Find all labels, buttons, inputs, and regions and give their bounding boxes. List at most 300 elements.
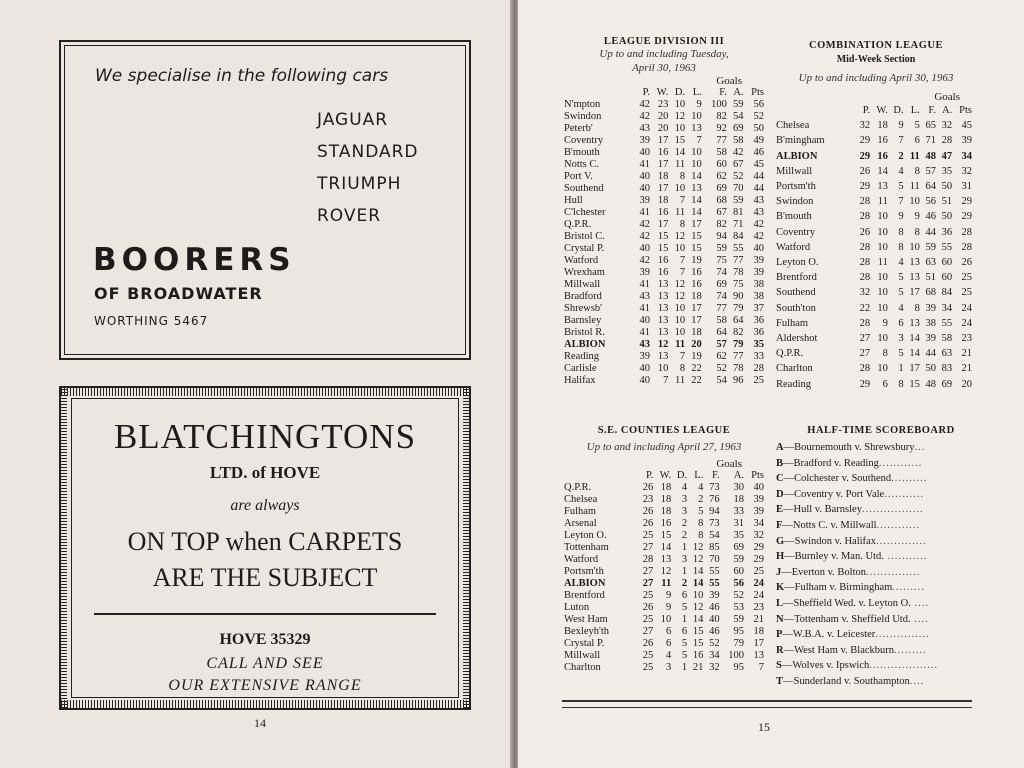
table-title: LEAGUE DIVISION III <box>603 36 725 47</box>
stat-cell: 82 <box>716 111 727 122</box>
stat-cell: 59 <box>733 99 744 110</box>
stat-cell: 77 <box>716 135 727 146</box>
stat-cell: 7 <box>898 135 904 147</box>
stat-cell: 43 <box>639 123 650 134</box>
stat-cell: 5 <box>698 506 704 517</box>
car-make: TRIUMPH <box>317 174 402 194</box>
stat-cell: 6 <box>882 378 888 390</box>
stat-cell: 25 <box>753 566 764 577</box>
stat-cell: 24 <box>961 302 972 314</box>
stat-cell: 6 <box>681 590 688 601</box>
stat-cell: 13 <box>660 554 672 565</box>
scoreboard-item <box>776 534 986 550</box>
stat-cell: 58 <box>733 135 744 146</box>
stat-cell: 26 <box>642 518 654 529</box>
team-name: Watford <box>776 241 811 253</box>
team-name: Wrexham <box>564 267 605 278</box>
stat-cell: 25 <box>961 272 972 284</box>
table-row <box>776 361 972 376</box>
stat-cell: 18 <box>660 494 672 505</box>
stat-cell: 34 <box>709 650 720 661</box>
column-header: P. <box>862 105 871 116</box>
stat-cell: 33 <box>733 506 745 517</box>
team-name: Q.P.R. <box>776 348 804 360</box>
stat-cell: 27 <box>642 578 654 589</box>
table-row <box>564 375 764 387</box>
column-header: L. <box>692 87 702 98</box>
stat-cell: 1 <box>681 542 688 553</box>
stat-cell: 40 <box>639 363 650 374</box>
stat-cell: 55 <box>709 578 720 589</box>
stat-cell: 42 <box>639 255 650 266</box>
team-name: Reading <box>564 351 599 362</box>
stat-cell: 36 <box>753 327 764 338</box>
stat-cell: 73 <box>709 482 720 493</box>
stat-cell: 12 <box>657 339 669 350</box>
stat-cell: 17 <box>657 183 669 194</box>
stat-cell: 18 <box>660 506 672 517</box>
stat-cell: 59 <box>733 195 744 206</box>
stat-cell: 11 <box>674 159 686 170</box>
table-row <box>564 602 764 614</box>
stat-cell: 6 <box>898 317 904 329</box>
stat-cell: 8 <box>914 226 920 238</box>
stat-cell: 17 <box>657 219 669 230</box>
scoreboard-match: W.B.A. v. Leicester <box>792 629 876 641</box>
stat-cell: 15 <box>660 530 672 541</box>
table-title: S.E. COUNTIES LEAGUE <box>597 425 731 436</box>
boorers-advert <box>59 40 471 360</box>
team-name: Chelsea <box>776 120 810 132</box>
stat-cell: 4 <box>898 257 904 269</box>
scoreboard-match: Sunderland v. Southampton <box>793 675 910 687</box>
stat-cell: 46 <box>709 602 720 613</box>
stat-cell: 8 <box>898 241 904 253</box>
table-row <box>776 301 972 316</box>
stat-cell: 17 <box>691 315 702 326</box>
team-name: B'mingham <box>776 135 825 147</box>
stat-cell: 11 <box>877 257 888 269</box>
stat-cell: 56 <box>753 99 764 110</box>
stat-cell: 15 <box>674 135 686 146</box>
stat-cell: 69 <box>733 542 745 553</box>
stat-cell: 4 <box>898 302 904 314</box>
table-subtitle: April 30, 1963 <box>632 62 696 74</box>
table-subtitle: Up to and including April 27, 1963 <box>586 441 742 453</box>
column-header: L. <box>910 105 920 116</box>
stat-cell: 90 <box>733 291 744 302</box>
scoreboard-letter: C <box>776 473 784 485</box>
stat-cell: 2 <box>681 578 688 589</box>
stat-cell: 14 <box>909 333 920 345</box>
stat-cell: 32 <box>941 120 953 132</box>
league-table <box>776 103 972 392</box>
goals-label: Goals <box>934 91 960 103</box>
stat-cell: 39 <box>639 267 650 278</box>
stat-cell: 46 <box>709 626 720 637</box>
stat-cell: 35 <box>753 339 764 350</box>
table-row <box>564 638 764 650</box>
dash: — <box>783 675 794 687</box>
stat-cell: 40 <box>639 243 650 254</box>
stat-cell: 5 <box>681 638 688 649</box>
column-header-team <box>564 470 637 482</box>
stat-cell: 71 <box>733 219 744 230</box>
stat-cell: 60 <box>941 272 953 284</box>
stat-cell: 39 <box>753 255 764 266</box>
stat-cell: 94 <box>709 506 720 517</box>
stat-cell: 3 <box>898 333 904 345</box>
stat-cell: 13 <box>691 123 702 134</box>
stat-cell: 34 <box>941 302 953 314</box>
table-row <box>564 590 764 602</box>
stat-cell: 10 <box>877 241 888 253</box>
table-row <box>564 195 764 207</box>
stat-cell: 13 <box>657 351 669 362</box>
stat-cell: 65 <box>925 120 936 132</box>
leader-dots: ........... <box>883 551 928 563</box>
stat-cell: 13 <box>877 181 888 193</box>
leader-dots: ............ <box>876 519 921 531</box>
stat-cell: 7 <box>663 375 669 386</box>
stat-cell: 28 <box>859 257 871 269</box>
stat-cell: 51 <box>925 272 936 284</box>
table-row <box>776 316 972 331</box>
column-header: W. <box>659 470 672 481</box>
stat-cell: 60 <box>716 159 727 170</box>
stat-cell: 43 <box>753 207 764 218</box>
scoreboard-match: Hull v. Barnsley <box>793 504 862 516</box>
stat-cell: 60 <box>941 257 953 269</box>
column-header: L. <box>694 470 704 481</box>
team-name: ALBION <box>564 578 606 589</box>
scoreboard-item <box>776 643 986 659</box>
stat-cell: 10 <box>692 590 704 601</box>
scoreboard-letter: F <box>776 519 783 531</box>
league-division-3 <box>564 36 764 387</box>
stat-cell: 69 <box>716 279 727 290</box>
team-name: Bristol C. <box>564 231 605 242</box>
blatchingtons-inner <box>71 398 459 698</box>
stat-cell: 56 <box>925 196 936 208</box>
leader-dots: .... <box>910 597 929 609</box>
stat-cell: 8 <box>898 378 904 390</box>
stat-cell: 40 <box>639 147 650 158</box>
stat-cell: 50 <box>941 181 953 193</box>
boorers-telephone: WORTHING 5467 <box>94 314 209 328</box>
stat-cell: 7 <box>758 662 764 673</box>
stat-cell: 85 <box>709 542 720 553</box>
stat-cell: 11 <box>877 196 888 208</box>
column-header: Pts <box>751 470 764 481</box>
scoreboard-item <box>776 565 986 581</box>
team-name: Coventry <box>776 226 816 238</box>
dash: — <box>781 566 792 578</box>
stat-cell: 69 <box>716 183 727 194</box>
stat-cell: 15 <box>691 231 702 242</box>
team-name: Portsm'th <box>564 566 604 577</box>
stat-cell: 8 <box>679 171 686 182</box>
stat-cell: 39 <box>961 135 972 147</box>
team-name: Brentford <box>564 590 605 601</box>
stat-cell: 96 <box>733 375 744 386</box>
stat-cell: 52 <box>733 590 745 601</box>
stat-cell: 25 <box>642 590 654 601</box>
stat-cell: 71 <box>925 135 936 147</box>
column-header-team <box>776 103 854 118</box>
scoreboard-item <box>776 658 986 674</box>
dash: — <box>784 551 795 563</box>
stat-cell: 2 <box>898 150 904 162</box>
table-row <box>564 363 764 375</box>
stat-cell: 16 <box>660 518 672 529</box>
team-name: Peterb' <box>564 123 593 134</box>
goals-label: Goals <box>716 75 742 87</box>
stat-cell: 8 <box>882 348 888 360</box>
stat-cell: 58 <box>941 333 953 345</box>
stat-cell: 16 <box>691 267 702 278</box>
stat-cell: 67 <box>716 207 727 218</box>
table-row <box>564 339 764 351</box>
stat-cell: 14 <box>691 207 702 218</box>
stat-cell: 33 <box>753 351 764 362</box>
dash: — <box>783 488 795 500</box>
stat-cell: 10 <box>691 147 702 158</box>
stat-cell: 7 <box>679 195 686 206</box>
scoreboard-match: Coventry v. Port Vale <box>794 488 885 500</box>
scoreboard-letter: D <box>776 488 784 500</box>
boorers-subname: OF BROADWATER <box>94 284 263 303</box>
stat-cell: 100 <box>728 650 745 661</box>
stat-cell: 36 <box>941 226 953 238</box>
stat-cell: 55 <box>941 317 953 329</box>
boorers-name: BOORERS <box>93 242 296 278</box>
leader-dots: ............ <box>878 457 923 469</box>
stat-cell: 21 <box>753 614 764 625</box>
stat-cell: 42 <box>639 219 650 230</box>
team-name: Leyton O. <box>564 530 607 541</box>
stat-cell: 10 <box>691 159 702 170</box>
stat-cell: 79 <box>733 303 744 314</box>
table-row <box>564 99 764 111</box>
stat-cell: 64 <box>925 181 936 193</box>
stat-cell: 13 <box>657 315 669 326</box>
stat-cell: 83 <box>941 363 953 375</box>
stat-cell: 52 <box>733 171 744 182</box>
stat-cell: 59 <box>716 243 727 254</box>
table-row <box>564 219 764 231</box>
blatchingtons-slogan-2: ARE THE SUBJECT <box>152 563 378 592</box>
stat-cell: 44 <box>753 171 764 182</box>
stat-cell: 54 <box>709 530 720 541</box>
dash: — <box>783 613 795 625</box>
stat-cell: 13 <box>909 257 920 269</box>
scoreboard-letter: A <box>776 442 784 453</box>
stat-cell: 41 <box>639 159 650 170</box>
scoreboard-letter: B <box>776 457 784 469</box>
stat-cell: 11 <box>909 181 920 193</box>
scoreboard-match: Sheffield Wed. v. Leyton O. <box>793 597 911 609</box>
stat-cell: 18 <box>660 482 672 493</box>
stat-cell: 12 <box>674 291 686 302</box>
team-name: Millwall <box>564 279 601 290</box>
stat-cell: 28 <box>859 241 871 253</box>
stat-cell: 40 <box>753 482 764 493</box>
stat-cell: 39 <box>925 333 936 345</box>
stat-cell: 74 <box>716 291 727 302</box>
team-name: ALBION <box>776 150 818 162</box>
leader-dots: ............... <box>866 566 921 578</box>
team-name: South'ton <box>776 302 816 314</box>
stat-cell: 82 <box>733 327 744 338</box>
scoreboard-letter: J <box>776 566 782 578</box>
stat-cell: 14 <box>660 542 672 553</box>
stat-cell: 29 <box>753 542 764 553</box>
half-time-scoreboard <box>776 425 986 690</box>
stat-cell: 5 <box>681 650 688 661</box>
stat-cell: 59 <box>733 614 745 625</box>
stat-cell: 41 <box>639 327 650 338</box>
team-name: Charlton <box>564 662 601 673</box>
stat-cell: 16 <box>657 147 669 158</box>
stat-cell: 14 <box>691 171 702 182</box>
stat-cell: 36 <box>753 315 764 326</box>
table-row <box>564 650 764 662</box>
stat-cell: 9 <box>898 211 904 223</box>
stat-cell: 95 <box>733 626 745 637</box>
table-row <box>776 240 972 255</box>
stat-cell: 32 <box>709 662 720 673</box>
team-name: West Ham <box>564 614 608 625</box>
stat-cell: 77 <box>733 351 744 362</box>
stat-cell: 42 <box>753 219 764 230</box>
stat-cell: 26 <box>642 602 654 613</box>
team-name: Coventry <box>564 135 604 146</box>
stat-cell: 8 <box>914 302 920 314</box>
scoreboard-match: Everton v. Bolton <box>791 566 867 578</box>
stat-cell: 37 <box>753 303 764 314</box>
stat-cell: 43 <box>639 291 650 302</box>
team-name: Crystal P. <box>564 243 605 254</box>
stat-cell: 28 <box>753 363 764 374</box>
column-header: P. <box>645 470 654 481</box>
dash: — <box>783 457 794 469</box>
dash: — <box>781 660 793 672</box>
stat-cell: 76 <box>709 494 720 505</box>
stat-cell: 28 <box>859 196 871 208</box>
stat-cell: 35 <box>941 165 953 177</box>
stat-cell: 5 <box>898 181 904 193</box>
table-title: COMBINATION LEAGUE <box>809 40 943 51</box>
stat-cell: 10 <box>657 363 669 374</box>
stat-cell: 27 <box>642 542 654 553</box>
stat-cell: 68 <box>925 287 936 299</box>
team-name: Bradford <box>564 291 602 302</box>
table-row <box>564 171 764 183</box>
stat-cell: 20 <box>691 339 702 350</box>
stat-cell: 10 <box>909 196 920 208</box>
stat-cell: 10 <box>674 243 686 254</box>
stat-cell: 50 <box>941 211 953 223</box>
stat-cell: 4 <box>665 650 672 661</box>
stat-cell: 13 <box>909 272 920 284</box>
stat-cell: 14 <box>692 614 704 625</box>
stat-cell: 24 <box>753 578 764 589</box>
stat-cell: 6 <box>681 626 688 637</box>
stat-cell: 21 <box>692 662 704 673</box>
stat-cell: 42 <box>753 231 764 242</box>
stat-cell: 29 <box>859 150 871 162</box>
boorers-intro: We specialise in the following cars <box>95 66 389 86</box>
stat-cell: 5 <box>914 120 920 132</box>
stat-cell: 44 <box>925 226 936 238</box>
stat-cell: 32 <box>961 165 972 177</box>
scoreboard-match: Bournemouth v. Shrewsbury <box>794 442 915 453</box>
stat-cell: 59 <box>925 241 936 253</box>
scoreboard-letter: G <box>776 535 785 547</box>
table-title: HALF-TIME SCOREBOARD <box>807 425 955 436</box>
column-header: D. <box>893 105 904 116</box>
stat-cell: 31 <box>733 518 745 529</box>
stat-cell: 12 <box>692 602 704 613</box>
stat-cell: 56 <box>733 578 745 589</box>
stat-cell: 13 <box>657 291 669 302</box>
stat-cell: 40 <box>639 315 650 326</box>
stat-cell: 23 <box>642 494 654 505</box>
scoreboard-item <box>776 580 986 596</box>
table-row <box>564 351 764 363</box>
stat-cell: 10 <box>877 363 888 375</box>
stat-cell: 14 <box>691 195 702 206</box>
stat-cell: 38 <box>753 279 764 290</box>
scoreboard-letter: H <box>776 551 785 563</box>
table-row <box>776 209 972 224</box>
stat-cell: 19 <box>691 255 702 266</box>
stat-cell: 64 <box>716 327 727 338</box>
stat-cell: 75 <box>716 255 727 266</box>
stat-cell: 34 <box>961 150 972 162</box>
stat-cell: 29 <box>859 378 871 390</box>
stat-cell: 62 <box>716 351 727 362</box>
team-name: Notts C. <box>564 159 600 170</box>
stat-cell: 29 <box>859 135 871 147</box>
stat-cell: 25 <box>642 662 654 673</box>
stat-cell: 39 <box>753 494 764 505</box>
stat-cell: 53 <box>733 602 745 613</box>
leader-dots: ......... <box>892 582 925 594</box>
stat-cell: 28 <box>859 363 871 375</box>
stat-cell: 69 <box>733 123 744 134</box>
column-header: P. <box>642 87 650 98</box>
scoreboard-item <box>776 596 986 612</box>
leader-dots: .............. <box>875 535 927 547</box>
stat-cell: 84 <box>733 231 744 242</box>
stat-cell: 69 <box>941 378 953 390</box>
stat-cell: 10 <box>674 99 686 110</box>
stat-cell: 9 <box>898 120 904 132</box>
table-row <box>564 315 764 327</box>
team-name: Leyton O. <box>776 257 819 269</box>
stat-cell: 77 <box>716 303 727 314</box>
stat-cell: 52 <box>716 363 727 374</box>
stat-cell: 25 <box>642 530 654 541</box>
stat-cell: 25 <box>961 287 972 299</box>
team-name: Charlton <box>776 363 813 375</box>
team-name: Bristol R. <box>564 327 605 338</box>
stat-cell: 47 <box>941 150 953 162</box>
scoreboard-letter: L <box>776 597 784 609</box>
stat-cell: 68 <box>716 195 727 206</box>
